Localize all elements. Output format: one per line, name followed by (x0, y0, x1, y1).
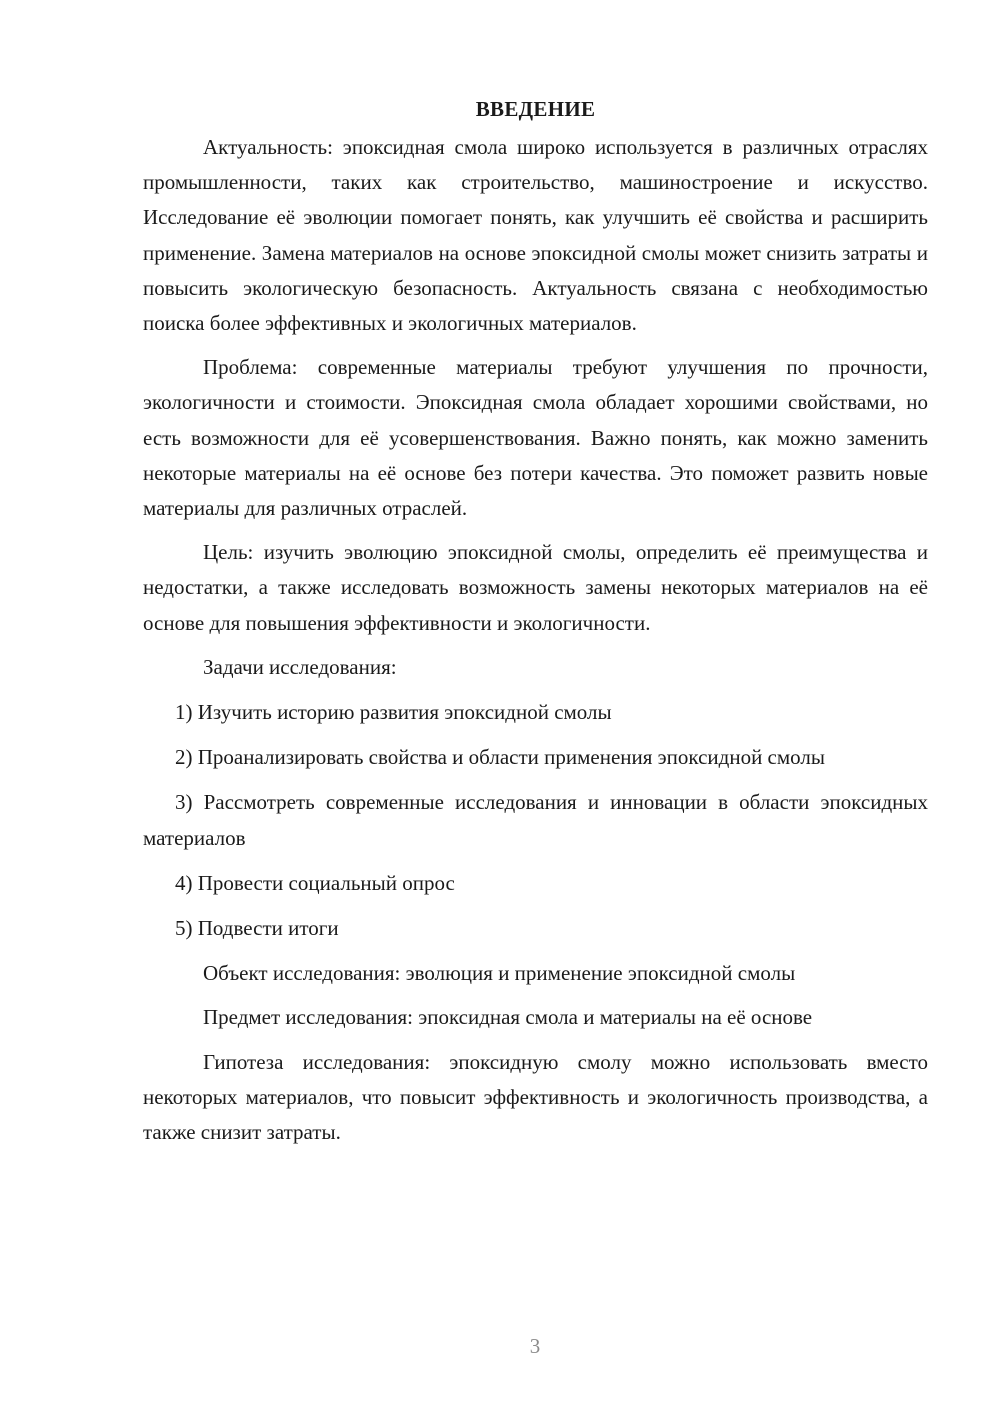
page-title: ВВЕДЕНИЕ (475, 97, 596, 121)
task-item: 1) Изучить историю развития эпоксидной смолы (175, 700, 612, 725)
task-item: 4) Провести социальный опрос (175, 870, 455, 895)
relevance-paragraph: Актуальность: эпоксидная смола широко используется в различных отраслях промышленности, таких как строительство, машиностроение и искусство. Исследование её эволюции помогает понять, как улучшить её свойства и расширить применение. Замена материалов на основе эпоксидной смолы может снизить затраты и повысить экологическую безопасность. Актуальность связана с необходимостью поиска более эффективных и экологичных материалов. (143, 135, 928, 336)
goal-paragraph: Цель: изучить эволюцию эпоксидной смолы, определить её преимущества и недостатки, а также исследовать возможность замены некоторых материалов на её основе для повышения эффективности и экологичности. (143, 540, 928, 635)
task-item: 2) Проанализировать свойства и области применения эпоксидной смолы (175, 745, 825, 770)
document-page (143, 92, 928, 1159)
research-object: Объект исследования: эволюция и применение эпоксидной смолы (203, 961, 796, 986)
tasks-list (143, 695, 928, 946)
research-hypothesis: Гипотеза исследования: эпоксидную смолу можно использовать вместо некоторых материалов, что повысит эффективность и экологичность производства, а также снизит затраты. (143, 1049, 928, 1145)
task-item: 3) Рассмотреть современные исследования и инновации в области эпоксидных материалов (143, 790, 928, 850)
task-item: 5) Подвести итоги (175, 916, 339, 941)
problem-paragraph: Проблема: современные материалы требуют улучшения по прочности, экологичности и стоимости. Эпоксидная смола обладает хорошими свойствами, но есть возможности для её усовершенствования. Важно понять, как можно заменить некоторые материалы на её основе без потери качества. Это поможет развить новые материалы для различных отраслей. (143, 355, 928, 521)
tasks-heading: Задачи исследования: (203, 654, 397, 679)
research-subject: Предмет исследования: эпоксидная смола и материалы на её основе (203, 1005, 813, 1030)
page-number: 3 (529, 1334, 541, 1358)
